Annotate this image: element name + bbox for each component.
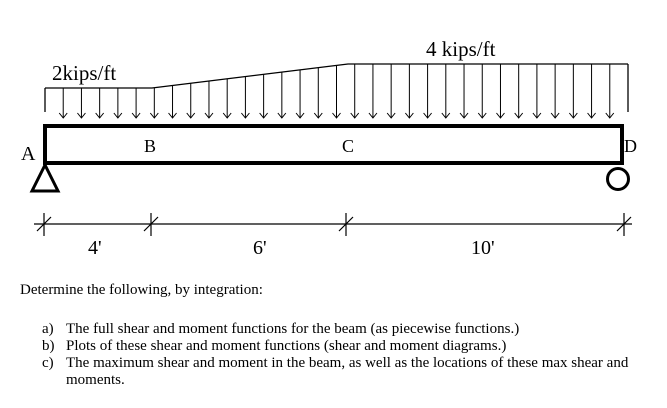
dimension-line: [34, 213, 632, 236]
load-arrow: [496, 64, 504, 118]
load-arrow: [424, 64, 432, 118]
load-arrow: [59, 88, 67, 118]
load-arrow: [77, 88, 85, 118]
item-marker: a): [42, 321, 54, 337]
load-arrows: [59, 64, 614, 118]
load-arrow: [260, 74, 268, 118]
question-prompt: Determine the following, by integration:: [20, 282, 263, 298]
load-right-label: 4 kips/ft: [426, 37, 496, 61]
load-arrow: [114, 88, 122, 118]
load-arrow: [387, 64, 395, 118]
load-arrow: [278, 72, 286, 118]
load-arrow: [333, 65, 341, 118]
roller-support-D: [608, 169, 629, 190]
load-left-label: 2kips/ft: [52, 61, 117, 85]
item-text: Plots of these shear and moment functions (shear and moment diagrams.): [66, 338, 507, 354]
question-item-b: [20, 338, 660, 355]
question-item-c: [20, 355, 660, 389]
load-arrow: [369, 64, 377, 118]
dimension-label-CD: 10': [471, 237, 495, 259]
dimension-label-AB: 4': [88, 237, 102, 259]
load-arrow: [478, 64, 486, 118]
point-label-B: B: [144, 136, 157, 156]
load-arrow: [314, 68, 322, 118]
pin-support-A: [32, 165, 58, 191]
load-arrow: [187, 83, 195, 118]
load-arrow: [241, 77, 249, 118]
point-label-A: A: [21, 143, 36, 165]
load-arrow: [169, 85, 177, 118]
load-arrow: [132, 88, 140, 118]
load-arrow: [460, 64, 468, 118]
load-arrow: [533, 64, 541, 118]
question-list: [20, 321, 660, 389]
question-item-a: [20, 321, 660, 338]
item-marker: b): [42, 338, 55, 354]
load-arrow: [205, 81, 213, 118]
point-label-D: D: [624, 136, 637, 156]
item-text: The maximum shear and moment in the beam, as well as the locations of these max shear and moments.: [66, 355, 629, 388]
load-arrow: [606, 64, 614, 118]
distributed-load: [45, 64, 628, 118]
dimension-label-BC: 6': [253, 237, 267, 259]
load-arrow: [296, 70, 304, 118]
load-arrow: [150, 88, 158, 118]
load-arrow: [405, 64, 413, 118]
load-arrow: [588, 64, 596, 118]
item-text: The full shear and moment functions for the beam (as piecewise functions.): [66, 321, 520, 337]
load-arrow: [96, 88, 104, 118]
load-arrow: [551, 64, 559, 118]
load-arrow: [569, 64, 577, 118]
load-arrow: [442, 64, 450, 118]
load-arrow: [223, 79, 231, 118]
question-text: [20, 282, 660, 389]
item-marker: c): [42, 355, 54, 371]
load-arrow: [515, 64, 523, 118]
point-label-C: C: [342, 136, 355, 156]
load-arrow: [351, 64, 359, 118]
beam: [45, 126, 622, 163]
